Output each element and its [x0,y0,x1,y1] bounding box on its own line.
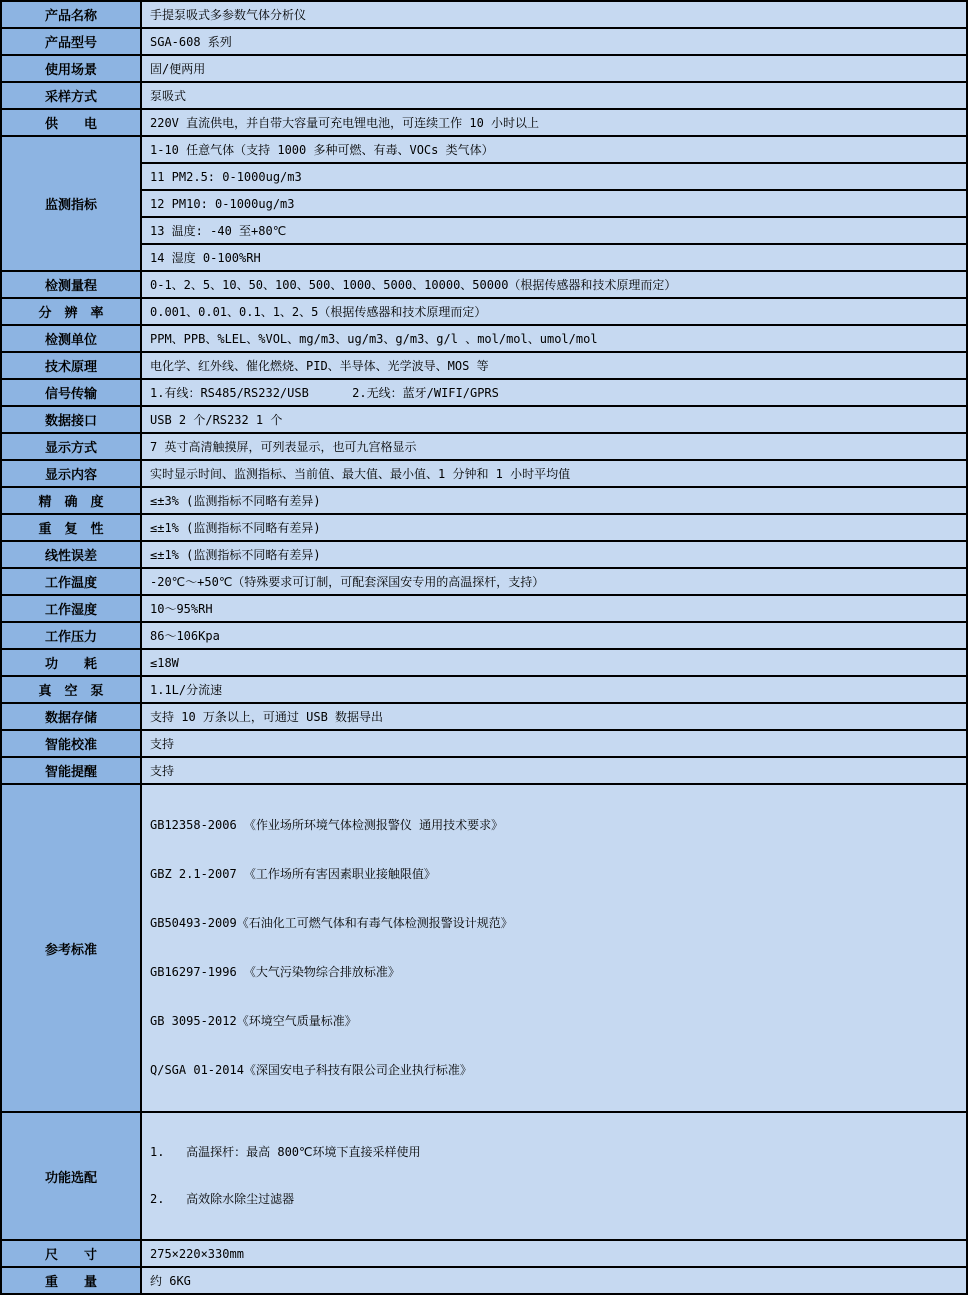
value-indicator-5: 14 湿度 0-100%RH [141,244,967,271]
row-working-humidity [1,595,967,622]
label-resolution: 分 辨 率 [1,298,141,325]
row-data-storage [1,703,967,730]
value-detection-range: 0-1、2、5、10、50、100、500、1000、5000、10000、50000（根据传感器和技术原理而定） [141,271,967,298]
row-weight [1,1267,967,1294]
value-working-pressure: 86～106Kpa [141,622,967,649]
row-display-mode [1,433,967,460]
value-usage-scenario: 固/便两用 [141,55,967,82]
value-vacuum-pump: 1.1L/分流速 [141,676,967,703]
row-working-temperature [1,568,967,595]
value-sampling-method: 泵吸式 [141,82,967,109]
value-weight: 约 6KG [141,1267,967,1294]
row-repeatability [1,514,967,541]
value-signal-transmission: 1.有线：RS485/RS232/USB 2.无线：蓝牙/WIFI/GPRS [141,379,967,406]
row-reference-standards [1,784,967,1112]
value-product-name: 手提泵吸式多参数气体分析仪 [141,1,967,28]
value-working-temperature: -20℃～+50℃（特殊要求可订制，可配套深国安专用的高温探杆，支持） [141,568,967,595]
value-working-humidity: 10～95%RH [141,595,967,622]
standard-line-5: GB 3095-2012《环境空气质量标准》 [150,1014,357,1028]
row-power-consumption [1,649,967,676]
value-power-supply: 220V 直流供电，并自带大容量可充电锂电池，可连续工作 10 小时以上 [141,109,967,136]
label-smart-calibration: 智能校准 [1,730,141,757]
value-resolution: 0.001、0.01、0.1、1、2、5（根据传感器和技术原理而定） [141,298,967,325]
standard-line-2: GBZ 2.1-2007 《工作场所有害因素职业接触限值》 [150,867,436,881]
label-product-name: 产品名称 [1,1,141,28]
value-repeatability: ≤±1% (监测指标不同略有差异) [141,514,967,541]
row-monitoring-indicators [1,136,967,163]
value-power-consumption: ≤18W [141,649,967,676]
value-dimensions: 275×220×330mm [141,1240,967,1267]
label-power-consumption: 功 耗 [1,649,141,676]
label-dimensions: 尺 寸 [1,1240,141,1267]
label-model: 产品型号 [1,28,141,55]
label-smart-reminder: 智能提醒 [1,757,141,784]
label-usage-scenario: 使用场景 [1,55,141,82]
label-technical-principle: 技术原理 [1,352,141,379]
value-smart-calibration: 支持 [141,730,967,757]
label-power-supply: 供 电 [1,109,141,136]
label-linearity-error: 线性误差 [1,541,141,568]
value-linearity-error: ≤±1% (监测指标不同略有差异) [141,541,967,568]
label-signal-transmission: 信号传输 [1,379,141,406]
standard-line-4: GB16297-1996 《大气污染物综合排放标准》 [150,965,400,979]
label-optional-features: 功能选配 [1,1112,141,1240]
row-data-interface [1,406,967,433]
row-dimensions [1,1240,967,1267]
row-detection-unit [1,325,967,352]
value-technical-principle: 电化学、红外线、催化燃烧、PID、半导体、光学波导、MOS 等 [141,352,967,379]
value-display-content: 实时显示时间、监测指标、当前值、最大值、最小值、1 分钟和 1 小时平均值 [141,460,967,487]
standard-line-6: Q/SGA 01-2014《深国安电子科技有限公司企业执行标准》 [150,1063,472,1077]
label-detection-unit: 检测单位 [1,325,141,352]
option-line-2: 2. 高效除水除尘过滤器 [150,1192,295,1206]
value-display-mode: 7 英寸高清触摸屏，可列表显示，也可九宫格显示 [141,433,967,460]
label-data-storage: 数据存储 [1,703,141,730]
row-indicator-5 [1,244,967,271]
label-data-interface: 数据接口 [1,406,141,433]
value-indicator-2: 11 PM2.5: 0-1000ug/m3 [141,163,967,190]
label-vacuum-pump: 真 空 泵 [1,676,141,703]
row-working-pressure [1,622,967,649]
row-vacuum-pump [1,676,967,703]
standard-line-3: GB50493-2009《石油化工可燃气体和有毒气体检测报警设计规范》 [150,916,513,930]
row-display-content [1,460,967,487]
row-resolution [1,298,967,325]
row-smart-calibration [1,730,967,757]
standard-line-1: GB12358-2006 《作业场所环境气体检测报警仪 通用技术要求》 [150,818,504,832]
label-monitoring-indicators: 监测指标 [1,136,141,271]
label-sampling-method: 采样方式 [1,82,141,109]
row-indicator-2 [1,163,967,190]
row-product-name [1,1,967,28]
value-indicator-4: 13 温度: -40 至+80℃ [141,217,967,244]
label-detection-range: 检测量程 [1,271,141,298]
value-reference-standards [141,784,967,1112]
row-linearity-error [1,541,967,568]
value-accuracy: ≤±3% (监测指标不同略有差异) [141,487,967,514]
label-working-temperature: 工作温度 [1,568,141,595]
label-reference-standards: 参考标准 [1,784,141,1112]
row-smart-reminder [1,757,967,784]
value-optional-features [141,1112,967,1240]
value-model: SGA-608 系列 [141,28,967,55]
label-display-content: 显示内容 [1,460,141,487]
row-indicator-3 [1,190,967,217]
label-working-pressure: 工作压力 [1,622,141,649]
row-optional-features [1,1112,967,1240]
label-display-mode: 显示方式 [1,433,141,460]
value-data-interface: USB 2 个/RS232 1 个 [141,406,967,433]
row-model [1,28,967,55]
label-repeatability: 重 复 性 [1,514,141,541]
value-indicator-1: 1-10 任意气体（支持 1000 多种可燃、有毒、VOCs 类气体） [141,136,967,163]
row-detection-range [1,271,967,298]
label-accuracy: 精 确 度 [1,487,141,514]
row-accuracy [1,487,967,514]
row-signal-transmission [1,379,967,406]
row-sampling-method [1,82,967,109]
label-working-humidity: 工作湿度 [1,595,141,622]
value-data-storage: 支持 10 万条以上，可通过 USB 数据导出 [141,703,967,730]
label-weight: 重 量 [1,1267,141,1294]
value-smart-reminder: 支持 [141,757,967,784]
value-detection-unit: PPM、PPB、%LEL、%VOL、mg/m3、ug/m3、g/m3、g/l 、mol/mol、umol/mol [141,325,967,352]
value-indicator-3: 12 PM10: 0-1000ug/m3 [141,190,967,217]
row-power-supply [1,109,967,136]
row-usage-scenario [1,55,967,82]
option-line-1: 1. 高温探杆：最高 800℃环境下直接采样使用 [150,1145,421,1159]
row-technical-principle [1,352,967,379]
row-indicator-4 [1,217,967,244]
